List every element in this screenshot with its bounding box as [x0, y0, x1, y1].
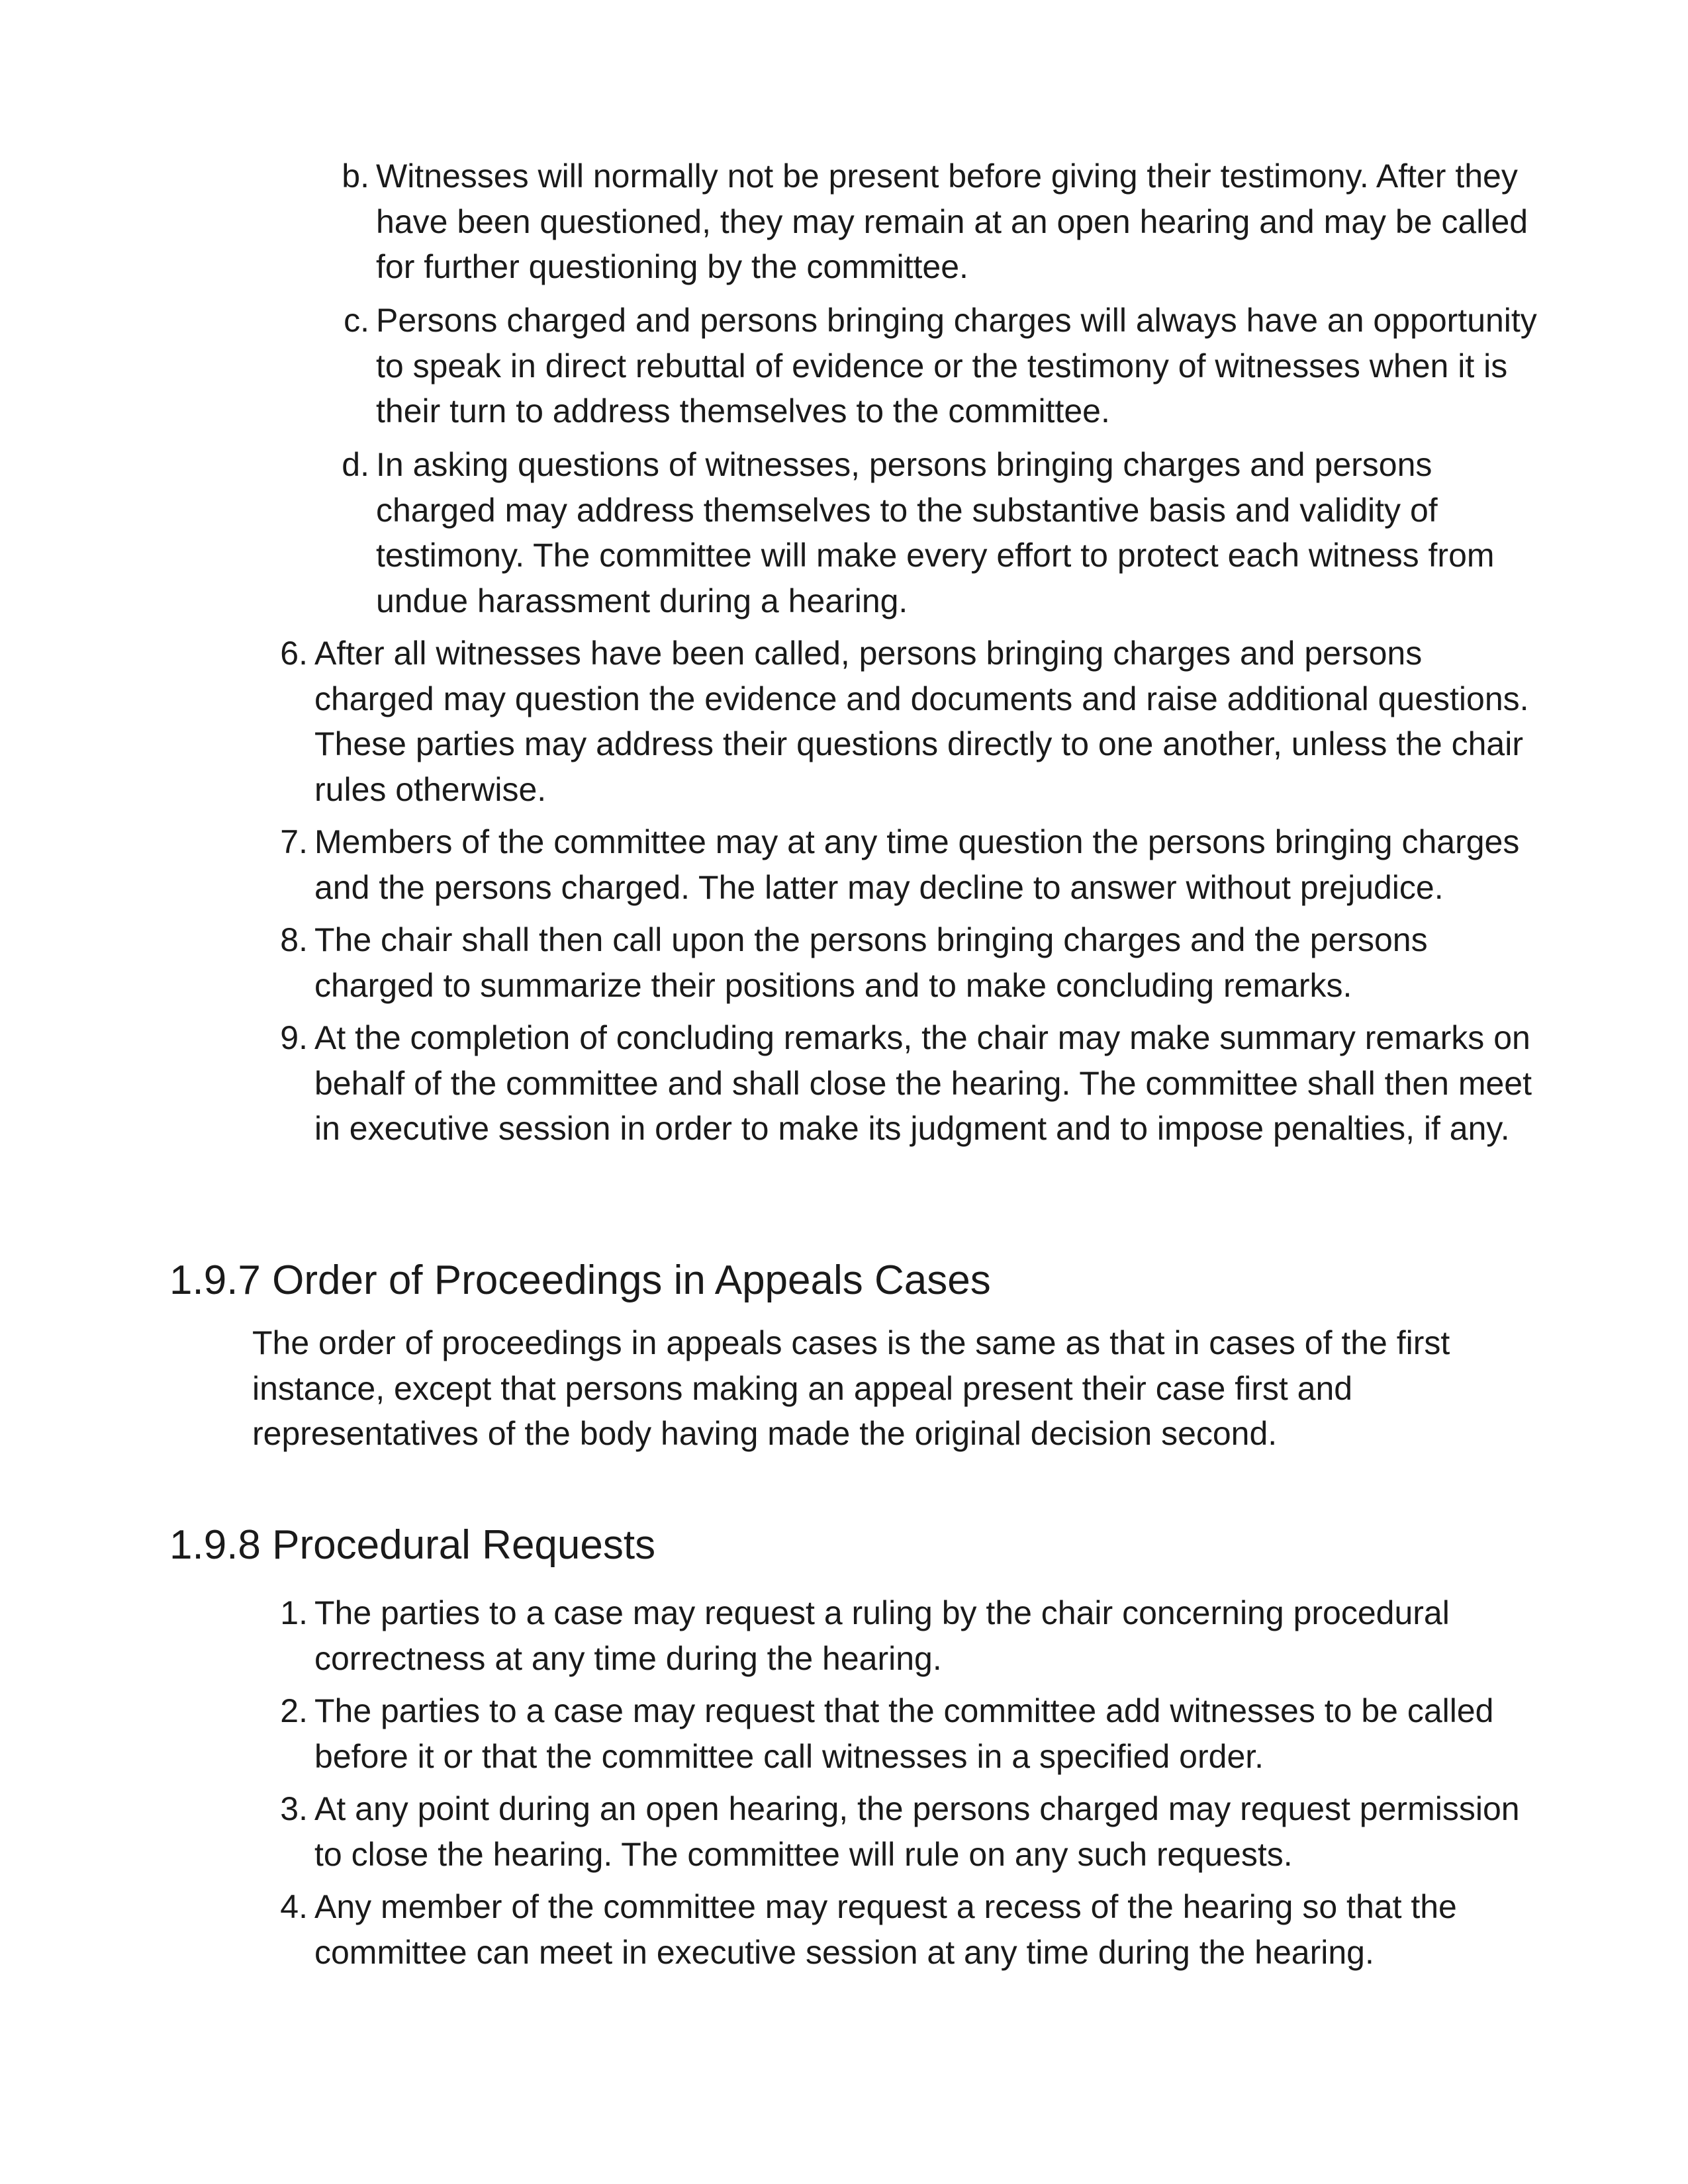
list-marker: d. [342, 446, 369, 483]
list-item-d [342, 442, 1541, 623]
section-heading-1-9-7: 1.9.7 Order of Proceedings in Appeals Cases [169, 1257, 991, 1303]
list-marker: 7. [280, 823, 308, 860]
list-marker: 4. [280, 1888, 308, 1925]
list-item-text: Persons charged and persons bringing charges will always have an opportunity to speak in direct rebuttal of evidence or the testimony of witnesses when it is their turn to address themselves to the committee. [376, 302, 1537, 430]
list-item-text: Witnesses will normally not be present before giving their testimony. After they have been questioned, they may remain at an open hearing and may be called for further questioning by the committee. [376, 158, 1528, 285]
list-item-9 [280, 1015, 1546, 1152]
list-item-text: The parties to a case may request that the committee add witnesses to be called before it or that the committee call witnesses in a specified order. [314, 1692, 1494, 1775]
list-item-text: At any point during an open hearing, the persons charged may request permission to close the hearing. The committee will rule on any such requests. [314, 1790, 1520, 1873]
list-item-c [344, 298, 1541, 434]
list-item-text: Members of the committee may at any time question the persons bringing charges and the persons charged. The latter may decline to answer without prejudice. [314, 823, 1520, 906]
list-marker: 8. [280, 921, 308, 958]
procedural-request-item-2 [280, 1688, 1546, 1779]
list-item-text: The chair shall then call upon the persons bringing charges and the persons charged to summarize their positions and to make concluding remarks. [314, 921, 1428, 1004]
list-item-text: In asking questions of witnesses, persons bringing charges and persons charged may address themselves to the substantive basis and validity of testimony. The committee will make every effort to protect each witness from undue harassment during a hearing. [376, 446, 1495, 619]
list-item-7 [280, 819, 1546, 910]
list-item-8 [280, 917, 1546, 1008]
section-heading-1-9-8: 1.9.8 Procedural Requests [169, 1522, 656, 1568]
procedural-request-item-3 [280, 1786, 1546, 1877]
list-item-text: The parties to a case may request a ruling by the chair concerning procedural correctness at any time during the hearing. [314, 1594, 1450, 1677]
list-item-text: At the completion of concluding remarks, the chair may make summary remarks on behalf of the committee and shall close the hearing. The committee shall then meet in executive session in order to make its judgment and to impose penalties, if any. [314, 1019, 1532, 1147]
procedural-request-item-1 [280, 1590, 1546, 1681]
list-marker: 6. [280, 635, 308, 672]
procedural-request-item-4 [280, 1884, 1546, 1975]
list-item-6 [280, 631, 1546, 812]
list-marker: 2. [280, 1692, 308, 1729]
list-item-text: After all witnesses have been called, persons bringing charges and persons charged may question the evidence and documents and raise additional questions. These parties may address their questions directly to one another, unless the chair rules otherwise. [314, 635, 1529, 808]
list-item-text: Any member of the committee may request a recess of the hearing so that the committee can meet in executive session at any time during the hearing. [314, 1888, 1457, 1971]
list-marker: b. [342, 158, 369, 195]
list-item-b [342, 154, 1541, 290]
section-paragraph-1-9-7: The order of proceedings in appeals cases is the same as that in cases of the first instance, except that persons making an appeal present their case first and representatives of the body having made the original decision second. [252, 1324, 1450, 1452]
list-marker: c. [344, 302, 369, 339]
list-marker: 3. [280, 1790, 308, 1827]
list-marker: 9. [280, 1019, 308, 1056]
list-marker: 1. [280, 1594, 308, 1631]
